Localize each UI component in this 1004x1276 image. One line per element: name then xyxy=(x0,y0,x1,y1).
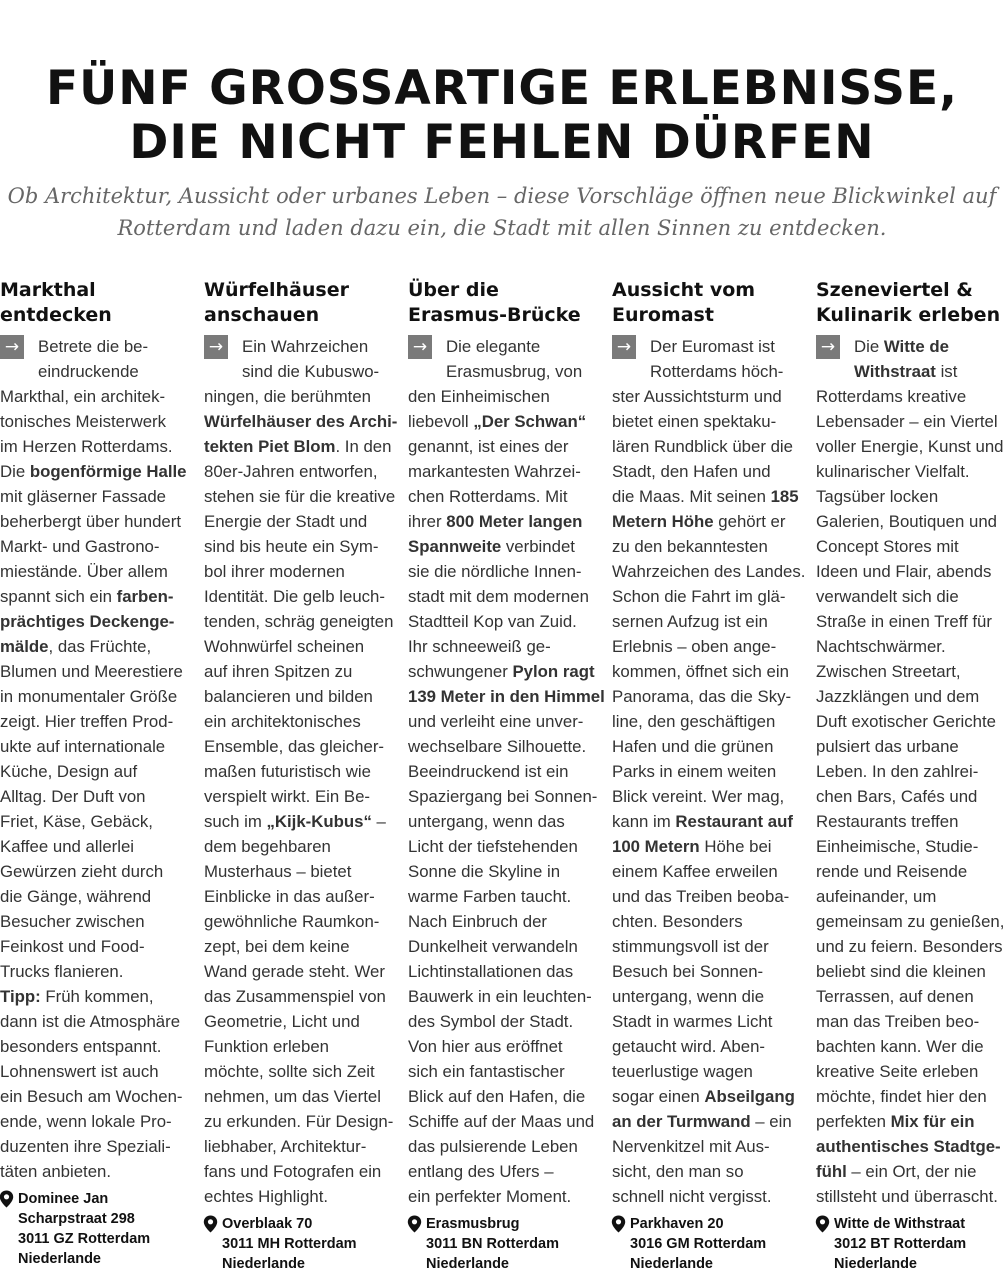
highlight-text: 185 xyxy=(770,487,799,506)
body-line: bol ihrer modernen xyxy=(204,562,345,581)
address-line: Parkhaven 20 xyxy=(630,1216,724,1232)
heading-line: Aussicht vom xyxy=(612,279,756,301)
body-line: liebhaber, Architektur- xyxy=(204,1137,367,1156)
address-line: Niederlande xyxy=(18,1251,101,1267)
body-line: Leben. In den zahlrei- xyxy=(816,762,979,781)
body-line: tonisches Meisterwerk xyxy=(0,412,167,431)
body-line: Lebensader – ein Viertel xyxy=(816,412,998,431)
body-line: duzenten ihre Speziali- xyxy=(0,1137,171,1156)
body-line: fühl – ein Ort, der nie xyxy=(816,1162,977,1181)
body-line: Terrassen, auf denen xyxy=(816,987,974,1006)
body-line: chten. Besonders xyxy=(612,912,743,931)
body-line: Geometrie, Licht und xyxy=(204,1012,360,1031)
body-line: Besucher zwischen xyxy=(0,912,145,931)
title-line: DIE NICHT FEHLEN DÜRFEN xyxy=(129,115,875,170)
column-body xyxy=(0,334,190,1184)
body-line: sind die Kubuswo- xyxy=(242,362,380,381)
address-markthal xyxy=(18,1189,150,1269)
address-line: Niederlande xyxy=(630,1256,713,1272)
body-line: wechselbare Silhouette. xyxy=(408,737,587,756)
body-line: eindruckende xyxy=(38,362,139,381)
body-line: zu den bekanntesten xyxy=(612,537,768,556)
body-line: voller Energie, Kunst und xyxy=(816,437,1004,456)
address-line: 3012 BT Rotterdam xyxy=(834,1236,967,1252)
body-line: Feinkost und Food- xyxy=(0,937,145,956)
body-line: sind bis heute ein Sym- xyxy=(204,537,379,556)
body-line: miestände. Über allem xyxy=(0,562,168,581)
body-line: und verleiht eine unver- xyxy=(408,712,584,731)
body-line: beherbergt über hundert xyxy=(0,512,181,531)
body-line: kann im Restaurant auf xyxy=(612,812,793,831)
highlight-text: mälde xyxy=(0,637,49,656)
body-line: mälde, das Früchte, xyxy=(0,637,152,656)
body-line: kulinarischer Vielfalt. xyxy=(816,462,970,481)
body-line: verwandelt sich die xyxy=(816,587,959,606)
body-line: ningen, die berühmten xyxy=(204,387,372,406)
arrow-right-icon: → xyxy=(0,335,24,359)
highlight-text: Witte de xyxy=(883,337,949,356)
body-line: des Symbol der Stadt. xyxy=(408,1012,574,1031)
body-line: entlang des Ufers – xyxy=(408,1162,554,1181)
address-line: Scharpstraat 298 xyxy=(18,1211,135,1227)
body-line: Wohnwürfel scheinen xyxy=(204,637,365,656)
body-line: Blick vereint. Wer mag, xyxy=(612,787,785,806)
body-line: Alltag. Der Duft von xyxy=(0,787,146,806)
heading-line: entdecken xyxy=(0,304,112,326)
highlight-text: farben- xyxy=(116,587,174,606)
address-line: Niederlande xyxy=(222,1256,305,1272)
body-line: Identität. Die gelb leuch- xyxy=(204,587,385,606)
highlight-text: Metern Höhe xyxy=(612,512,714,531)
body-line: Panorama, das die Sky- xyxy=(612,687,792,706)
address-line: 3011 MH Rotterdam xyxy=(222,1236,357,1252)
highlight-text: 139 Meter in den Himmel xyxy=(408,687,605,706)
subtitle-line: Ob Architektur, Aussicht oder urbanes Leben – diese Vorschläge öffnen neue Blickwinkel auf xyxy=(7,184,997,208)
highlight-text: 100 Metern xyxy=(612,837,700,856)
body-line: perfekten Mix für ein xyxy=(816,1112,975,1131)
body-line: Schon die Fahrt im glä- xyxy=(612,587,786,606)
body-line: Straße in einen Treff für xyxy=(816,612,992,631)
body-line: Concept Stores mit xyxy=(816,537,959,556)
page-title xyxy=(0,62,1004,170)
address-line: Overblaak 70 xyxy=(222,1216,313,1232)
body-line: Markt- und Gastrono- xyxy=(0,537,160,556)
body-line: kreative Seite erleben xyxy=(816,1062,979,1081)
highlight-text: bogenförmige Halle xyxy=(29,462,187,481)
body-line xyxy=(816,1134,1004,1159)
body-line: Nervenkitzel mit Aus- xyxy=(612,1137,770,1156)
highlight-text: Mix für ein xyxy=(890,1112,975,1131)
body-line: echtes Highlight. xyxy=(204,1187,329,1206)
column-heading xyxy=(612,278,802,328)
body-line: sie die nördliche Innen- xyxy=(408,562,582,581)
body-line: gemeinsam zu genießen, xyxy=(816,912,1004,931)
body-line: stehen sie für die kreative xyxy=(204,487,396,506)
body-line: Zwischen Streetart, xyxy=(816,662,961,681)
body-line: mit gläserner Fassade xyxy=(0,487,167,506)
body-line: untergang, wenn das xyxy=(408,812,565,831)
column-euromast xyxy=(612,278,806,1209)
body-line: gewöhnliche Raumkon- xyxy=(204,912,380,931)
page-subtitle xyxy=(0,180,1004,244)
body-line: teuerlustige wagen xyxy=(612,1062,753,1081)
body-line: zu erkunden. Für Design- xyxy=(204,1112,394,1131)
body-line: Trucks flanieren. xyxy=(0,962,124,981)
column-body xyxy=(204,334,398,1209)
body-line: besonders entspannt. xyxy=(0,1037,162,1056)
arrow-right-icon: → xyxy=(204,335,228,359)
highlight-text: an der Turmwand xyxy=(612,1112,751,1131)
address-line: Niederlande xyxy=(426,1256,509,1272)
highlight-text: Restaurant auf xyxy=(675,812,793,831)
body-line: Gewürzen zieht durch xyxy=(0,862,164,881)
address-line: 3011 BN Rotterdam xyxy=(426,1236,559,1252)
body-line: stadt mit dem modernen xyxy=(408,587,589,606)
body-line: maßen futuristisch wie xyxy=(204,762,371,781)
map-pin-icon xyxy=(203,1215,218,1233)
body-line: stimmungsvoll ist der xyxy=(612,937,769,956)
column-body xyxy=(816,334,1004,1209)
body-line: einem Kaffee erweilen xyxy=(612,862,778,881)
highlight-text: authentisches Stadtge- xyxy=(816,1137,1001,1156)
body-line: Erasmusbrug, von xyxy=(446,362,583,381)
highlight-text: Withstraat xyxy=(854,362,936,381)
body-line: chen Rotterdams. Mit xyxy=(408,487,568,506)
column-heading xyxy=(816,278,1004,328)
body-line: auf ihren Spitzen zu xyxy=(204,662,353,681)
highlight-text: „Der Schwan“ xyxy=(473,412,587,431)
highlight-text: „Kijk-Kubus“ xyxy=(266,812,372,831)
body-line: Rotterdams kreative xyxy=(816,387,967,406)
body-line: Wand gerade steht. Wer xyxy=(204,962,385,981)
column-wuerfelhaeuser xyxy=(204,278,398,1209)
body-line: Jazzklängen und dem xyxy=(816,687,980,706)
body-line: such im „Kijk-Kubus“ – xyxy=(204,812,386,831)
body-line: Blumen und Meerestiere xyxy=(0,662,183,681)
body-line: kommen, öffnet sich ein xyxy=(612,662,789,681)
body-line: Besuch bei Sonnen- xyxy=(612,962,764,981)
body-line: ihrer 800 Meter langen xyxy=(408,512,583,531)
body-line: Stadt in warmes Licht xyxy=(612,1012,773,1031)
body-line: ende, wenn lokale Pro- xyxy=(0,1112,172,1131)
highlight-text: Würfelhäuser des Archi- xyxy=(204,412,398,431)
body-line: getaucht wird. Aben- xyxy=(612,1037,765,1056)
body-line: Kaffee und allerlei xyxy=(0,837,135,856)
body-line: zept, bei dem keine xyxy=(204,937,350,956)
address-line: Niederlande xyxy=(834,1256,917,1272)
heading-line: Markthal xyxy=(0,279,96,301)
body-line: Ideen und Flair, abends xyxy=(816,562,992,581)
address-wuerfelhaeuser xyxy=(222,1214,357,1274)
body-line: die Maas. Mit seinen 185 xyxy=(612,487,799,506)
body-line: Galerien, Boutiquen und xyxy=(816,512,997,531)
body-line: im Herzen Rotterdams. xyxy=(0,437,173,456)
body-line: täten anbieten. xyxy=(0,1162,112,1181)
map-pin-icon xyxy=(0,1190,14,1208)
body-line: 100 Metern Höhe bei xyxy=(612,837,772,856)
body-line: spannt sich ein farben- xyxy=(0,587,174,606)
body-line: Metern Höhe gehört er xyxy=(612,512,786,531)
body-line: Nachtschwärmer. xyxy=(816,637,946,656)
body-line: dem begehbaren xyxy=(204,837,331,856)
body-line: möchte, findet hier den xyxy=(816,1087,987,1106)
column-body xyxy=(408,334,605,1209)
body-line: untergang, wenn die xyxy=(612,987,765,1006)
body-line: Rotterdams höch- xyxy=(650,362,784,381)
body-line: Lichtinstallationen das xyxy=(408,962,574,981)
body-line: man das Treiben beo- xyxy=(816,1012,980,1031)
body-line: tenden, schräg geneigten xyxy=(204,612,394,631)
body-line: Einheimische, Studie- xyxy=(816,837,979,856)
arrow-right-icon: → xyxy=(408,335,432,359)
body-line: Blick auf den Hafen, die xyxy=(408,1087,586,1106)
body-line: das Zusammenspiel von xyxy=(204,987,386,1006)
body-line: warme Farben taucht. xyxy=(408,887,572,906)
highlight-text: tekten Piet Blom xyxy=(204,437,336,456)
arrow-right-icon: → xyxy=(612,335,636,359)
address-erasmus-bruecke xyxy=(426,1214,559,1274)
body-line: Musterhaus – bietet xyxy=(204,862,352,881)
body-line: bietet einen spektaku- xyxy=(612,412,777,431)
body-line: sich ein fantastischer xyxy=(408,1062,565,1081)
body-line: Einblicke in das außer- xyxy=(204,887,375,906)
heading-line: Erasmus-Brücke xyxy=(408,304,581,326)
body-line: Tipp: Früh kommen, xyxy=(0,987,154,1006)
body-line: Die elegante xyxy=(446,337,541,356)
body-line: Ein Wahrzeichen xyxy=(242,337,369,356)
body-line: Funktion erleben xyxy=(204,1037,330,1056)
body-line: sernen Aufzug ist ein xyxy=(612,612,768,631)
body-line: pulsiert das urbane xyxy=(816,737,959,756)
body-line: lären Rundblick über die xyxy=(612,437,793,456)
title-line: FÜNF GROSSARTIGE ERLEBNISSE, xyxy=(46,61,958,116)
column-heading xyxy=(204,278,394,328)
body-line: Bauwerk in ein leuchten- xyxy=(408,987,592,1006)
body-line: Küche, Design auf xyxy=(0,762,138,781)
body-line: fans und Fotografen ein xyxy=(204,1162,382,1181)
body-line: Dunkelheit verwandeln xyxy=(408,937,578,956)
body-line: Spannweite verbindet xyxy=(408,537,575,556)
body-line: liebevoll „Der Schwan“ xyxy=(408,412,587,431)
body-line: Energie der Stadt und xyxy=(204,512,368,531)
body-line: Sonne die Skyline in xyxy=(408,862,561,881)
body-line: zeigt. Hier treffen Prod- xyxy=(0,712,174,731)
address-line: Erasmusbrug xyxy=(426,1216,520,1232)
subtitle-line: Rotterdam und laden dazu ein, die Stadt mit allen Sinnen zu entdecken. xyxy=(117,216,887,240)
body-line: stillsteht und überrascht. xyxy=(816,1187,998,1206)
body-line: Wahrzeichen des Landes. xyxy=(612,562,806,581)
column-markthal xyxy=(0,278,190,1184)
body-line: Restaurants treffen xyxy=(816,812,959,831)
body-line xyxy=(204,409,398,434)
body-line: bachten kann. Wer die xyxy=(816,1037,984,1056)
body-line: sogar einen Abseilgang xyxy=(612,1087,795,1106)
body-line: genannt, ist eines der xyxy=(408,437,569,456)
heading-line: Szeneviertel & xyxy=(816,279,973,301)
body-line: Parks in einem weiten xyxy=(612,762,777,781)
arrow-right-icon: → xyxy=(816,335,840,359)
body-line: Tagsüber locken xyxy=(816,487,939,506)
body-line: schnell nicht vergisst. xyxy=(612,1187,772,1206)
body-line: Die Witte de xyxy=(854,337,949,356)
body-line: möchte, sollte sich Zeit xyxy=(204,1062,375,1081)
body-line: markantesten Wahrzei- xyxy=(408,462,581,481)
heading-line: Würfelhäuser xyxy=(204,279,349,301)
column-szeneviertel xyxy=(816,278,1004,1209)
body-line: balancieren und bilden xyxy=(204,687,373,706)
body-line: die Gänge, während xyxy=(0,887,152,906)
body-line: beliebt sind die kleinen xyxy=(816,962,986,981)
highlight-text: Pylon ragt xyxy=(512,662,595,681)
body-line: Withstraat ist xyxy=(854,362,958,381)
body-line: Licht der tiefstehenden xyxy=(408,837,578,856)
heading-line: anschauen xyxy=(204,304,320,326)
body-line: rende und Reisende xyxy=(816,862,968,881)
body-line: in monumentaler Größe xyxy=(0,687,178,706)
address-line: 3011 GZ Rotterdam xyxy=(18,1231,151,1247)
body-line: dann ist die Atmosphäre xyxy=(0,1012,181,1031)
body-line: Betrete die be- xyxy=(38,337,149,356)
body-line xyxy=(408,684,605,709)
body-line: und zu feiern. Besonders xyxy=(816,937,1003,956)
body-line: Spaziergang bei Sonnen- xyxy=(408,787,598,806)
body-line: ein architektonisches xyxy=(204,712,361,731)
body-line: verspielt wirkt. Ein Be- xyxy=(204,787,370,806)
body-line: ukte auf internationale xyxy=(0,737,166,756)
address-line: Witte de Withstraat xyxy=(834,1216,966,1232)
body-line: ein perfekter Moment. xyxy=(408,1187,572,1206)
body-line: Erlebnis – oben ange- xyxy=(612,637,777,656)
address-line: Dominee Jan xyxy=(18,1191,109,1207)
body-line: tekten Piet Blom. In den xyxy=(204,437,392,456)
body-line: Von hier aus eröffnet xyxy=(408,1037,563,1056)
map-pin-icon xyxy=(407,1215,422,1233)
highlight-text: Abseilgang xyxy=(704,1087,795,1106)
highlight-text: Spannweite xyxy=(408,537,502,556)
map-pin-icon xyxy=(815,1215,830,1233)
body-line: ster Aussichtsturm und xyxy=(612,387,782,406)
body-line: Duft exotischer Gerichte xyxy=(816,712,997,731)
column-heading xyxy=(408,278,598,328)
body-line: schwungener Pylon ragt xyxy=(408,662,595,681)
heading-line: Kulinarik erleben xyxy=(816,304,1001,326)
body-line: Friet, Käse, Gebäck, xyxy=(0,812,153,831)
body-line: Lohnenswert ist auch xyxy=(0,1062,159,1081)
body-line: Schiffe auf der Maas und xyxy=(408,1112,595,1131)
highlight-text: fühl xyxy=(816,1162,847,1181)
body-line: den Einheimischen xyxy=(408,387,550,406)
body-line: chen Bars, Cafés und xyxy=(816,787,978,806)
body-line: Stadtteil Kop van Zuid. xyxy=(408,612,577,631)
body-line: nehmen, um das Viertel xyxy=(204,1087,381,1106)
address-euromast xyxy=(630,1214,766,1274)
body-line: line, den geschäftigen xyxy=(612,712,776,731)
highlight-text: prächtiges Deckenge- xyxy=(0,612,175,631)
heading-line: Euromast xyxy=(612,304,714,326)
body-line: und das Treiben beoba- xyxy=(612,887,790,906)
body-line: 80er-Jahren entworfen, xyxy=(204,462,378,481)
column-erasmus-bruecke xyxy=(408,278,605,1209)
body-line: Stadt, den Hafen und xyxy=(612,462,771,481)
body-line: das pulsierende Leben xyxy=(408,1137,578,1156)
highlight-text: Tipp: xyxy=(0,987,41,1006)
column-body xyxy=(612,334,806,1209)
address-line: 3016 GM Rotterdam xyxy=(630,1236,767,1252)
body-line: Nach Einbruch der xyxy=(408,912,547,931)
address-szeneviertel xyxy=(834,1214,966,1274)
body-line: Hafen und die grünen xyxy=(612,737,774,756)
body-line: Ihr schneeweiß ge- xyxy=(408,637,551,656)
map-pin-icon xyxy=(611,1215,626,1233)
body-line xyxy=(0,609,190,634)
heading-line: Über die xyxy=(408,279,499,301)
body-line: Ensemble, das gleicher- xyxy=(204,737,385,756)
body-line: sicht, den man so xyxy=(612,1162,744,1181)
highlight-text: 800 Meter langen xyxy=(446,512,583,531)
body-line: ein Besuch am Wochen- xyxy=(0,1087,183,1106)
body-line: Der Euromast ist xyxy=(650,337,775,356)
body-line: Beeindruckend ist ein xyxy=(408,762,569,781)
body-line: aufeinander, um xyxy=(816,887,937,906)
body-line: Die bogenförmige Halle xyxy=(0,462,187,481)
body-line: an der Turmwand – ein xyxy=(612,1112,792,1131)
body-line: Markthal, ein architek- xyxy=(0,387,166,406)
column-heading xyxy=(0,278,190,328)
